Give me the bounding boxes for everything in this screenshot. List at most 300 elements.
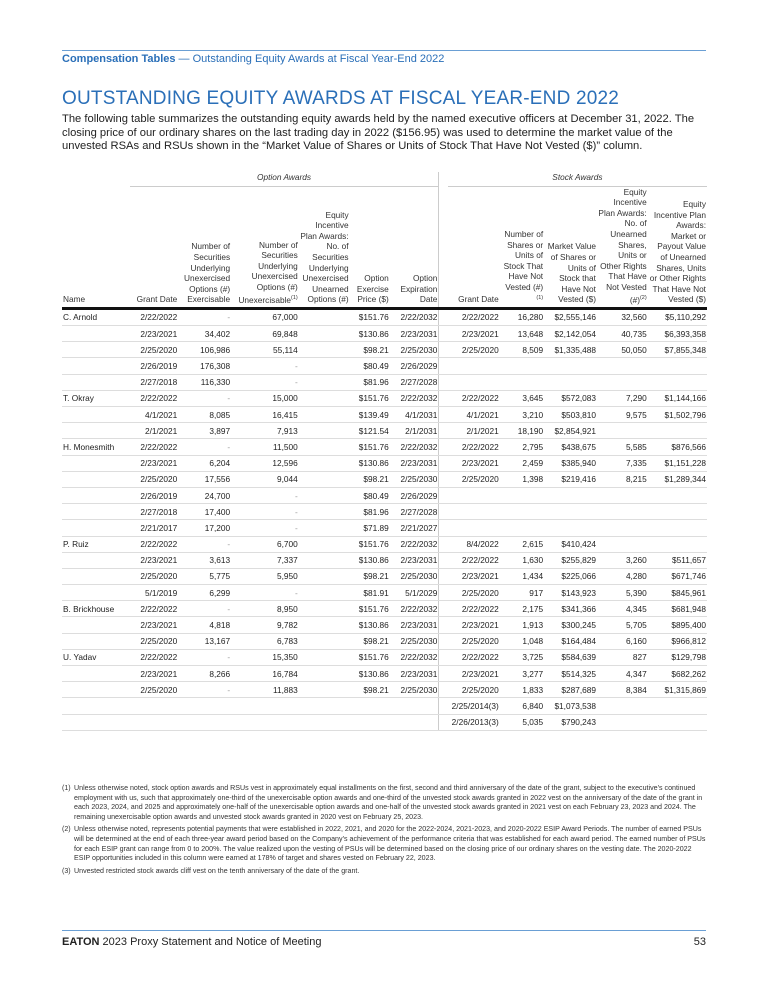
footnote-text: Unless otherwise noted, represents potential payments that were established in 2022, 2021, and 2020 for the 2022-2024, 2021-2023, and 2020-2022 ESIP Award Periods. The number of earned PSUs will be determined at the end of each three-year award period based on the Company’s achievement of the performance criteria that was established for each award period. The earned number of PSUs for each ESIP grant can range from 0 to 200%. The value realized upon the vesting of PSUs will be determined based on the closing price of our ordinary shares on the vesting date. The 2020-2022 ESIP opportunities included in this column were earned at 178% of target and shares vested on February 22, 2023. <box>74 825 706 863</box>
cell-unvested-market-value <box>544 504 597 520</box>
cell-unvested-market-value: $341,366 <box>544 601 597 617</box>
cell-name <box>62 471 130 487</box>
cell-exercise-price: $130.86 <box>350 666 390 682</box>
table-row <box>62 423 707 439</box>
cell-exercisable: 6,299 <box>178 585 231 601</box>
cell-exercise-price: $98.21 <box>350 568 390 584</box>
cell-name: U. Yadav <box>62 649 130 665</box>
cell-unvested-shares: 1,630 <box>500 552 544 568</box>
cell-exercise-price: $81.91 <box>350 585 390 601</box>
cell-unearned-shares: 32,560 <box>597 308 648 325</box>
cell-unearned-value: $681,948 <box>648 601 707 617</box>
cell-unearned-options <box>299 520 350 536</box>
cell-stock-grant-date: 2/25/2020 <box>448 342 500 358</box>
header-rule <box>62 50 706 51</box>
cell-exercisable: 8,085 <box>178 407 231 423</box>
cell-unexercisable: 15,000 <box>231 390 299 406</box>
cell-unearned-shares: 4,345 <box>597 601 648 617</box>
cell-unvested-market-value <box>544 487 597 503</box>
cell-expiration-date: 2/23/2031 <box>390 666 439 682</box>
cell-exercisable: 116,330 <box>178 374 231 390</box>
cell-exercise-price: $151.76 <box>350 439 390 455</box>
cell-exercise-price <box>350 698 390 714</box>
cell-unvested-shares: 8,509 <box>500 342 544 358</box>
cell-unearned-shares: 4,280 <box>597 568 648 584</box>
cell-stock-grant-date: 2/22/2022 <box>448 439 500 455</box>
cell-name: B. Brickhouse <box>62 601 130 617</box>
cell-option-grant-date: 2/23/2021 <box>130 552 179 568</box>
cell-exercisable: - <box>178 308 231 325</box>
cell-exercisable <box>178 714 231 730</box>
cell-unvested-market-value: $225,066 <box>544 568 597 584</box>
cell-unearned-shares: 827 <box>597 649 648 665</box>
footer <box>62 936 321 948</box>
cell-unearned-shares <box>597 423 648 439</box>
cell-unearned-value <box>648 536 707 552</box>
cell-unearned-options <box>299 698 350 714</box>
cell-expiration-date: 2/25/2030 <box>390 342 439 358</box>
cell-unexercisable: - <box>231 585 299 601</box>
cell-unearned-options <box>299 455 350 471</box>
table-row <box>62 308 707 325</box>
col-header-option-grant-date <box>130 186 179 308</box>
footer-rule <box>62 930 706 931</box>
cell-name <box>62 374 130 390</box>
cell-exercise-price: $139.49 <box>350 407 390 423</box>
cell-option-grant-date: 2/22/2022 <box>130 439 179 455</box>
cell-unearned-options <box>299 504 350 520</box>
cell-unearned-value <box>648 714 707 730</box>
cell-unearned-value: $6,393,358 <box>648 326 707 342</box>
cell-unearned-value <box>648 520 707 536</box>
col-header-label: Option Expiration Date <box>400 273 438 305</box>
cell-exercisable: 8,266 <box>178 666 231 682</box>
cell-name <box>62 698 130 714</box>
outstanding-equity-table <box>62 172 707 731</box>
cell-stock-grant-date: 2/23/2021 <box>448 455 500 471</box>
col-header-label: Equity Incentive Plan Awards: No. of Unearned Shares, Units or Other Rights That Have Not Vested (#) <box>598 186 647 305</box>
cell-unexercisable <box>231 698 299 714</box>
cell-name <box>62 423 130 439</box>
cell-unvested-market-value: $584,639 <box>544 649 597 665</box>
cell-exercisable: 3,613 <box>178 552 231 568</box>
cell-unvested-market-value: $410,424 <box>544 536 597 552</box>
cell-unvested-market-value: $790,243 <box>544 714 597 730</box>
cell-unearned-shares <box>597 487 648 503</box>
col-header-unearned-options <box>299 186 350 308</box>
cell-exercisable: 4,818 <box>178 617 231 633</box>
cell-unvested-shares: 2,615 <box>500 536 544 552</box>
cell-stock-grant-date: 8/4/2022 <box>448 536 500 552</box>
cell-exercise-price <box>350 714 390 730</box>
cell-name <box>62 682 130 698</box>
cell-exercise-price: $151.76 <box>350 308 390 325</box>
cell-unearned-shares <box>597 374 648 390</box>
cell-exercise-price: $98.21 <box>350 633 390 649</box>
cell-option-grant-date <box>130 714 179 730</box>
cell-exercise-price: $98.21 <box>350 342 390 358</box>
footnote-ref: (1) <box>291 294 298 301</box>
cell-unearned-shares: 5,705 <box>597 617 648 633</box>
cell-unexercisable: 6,783 <box>231 633 299 649</box>
cell-unvested-market-value <box>544 358 597 374</box>
cell-unvested-shares: 1,913 <box>500 617 544 633</box>
cell-unvested-shares <box>500 520 544 536</box>
col-header-label: Name <box>63 294 86 305</box>
cell-exercise-price: $98.21 <box>350 682 390 698</box>
col-header-unexercisable <box>231 186 299 308</box>
cell-unexercisable: - <box>231 374 299 390</box>
cell-unearned-options <box>299 536 350 552</box>
cell-unvested-shares: 1,434 <box>500 568 544 584</box>
cell-unearned-options <box>299 358 350 374</box>
cell-exercise-price: $130.86 <box>350 552 390 568</box>
cell-name <box>62 633 130 649</box>
cell-unexercisable: 67,000 <box>231 308 299 325</box>
cell-unvested-shares: 6,840 <box>500 698 544 714</box>
section-subtitle: Outstanding Equity Awards at Fiscal Year-End 2022 <box>192 53 445 65</box>
table-row <box>62 471 707 487</box>
group-stock-awards: Stock Awards <box>448 172 707 186</box>
table-row <box>62 585 707 601</box>
cell-unearned-shares: 5,390 <box>597 585 648 601</box>
cell-name <box>62 585 130 601</box>
cell-name: H. Monesmith <box>62 439 130 455</box>
cell-expiration-date: 2/25/2030 <box>390 633 439 649</box>
col-header-label: Market Value of Shares or Units of Stock that Have Not Vested ($) <box>547 241 596 305</box>
cell-expiration-date: 2/21/2027 <box>390 520 439 536</box>
cell-unvested-shares <box>500 487 544 503</box>
cell-expiration-date: 2/27/2028 <box>390 374 439 390</box>
col-header-label: Number of Shares or Units of Stock That Have Not Vested (#) <box>503 228 544 292</box>
cell-unvested-market-value <box>544 520 597 536</box>
cell-unearned-options <box>299 585 350 601</box>
col-header-expiration-date <box>390 186 439 308</box>
cell-unearned-value <box>648 358 707 374</box>
cell-unexercisable: 8,950 <box>231 601 299 617</box>
cell-unearned-value: $1,502,796 <box>648 407 707 423</box>
cell-unearned-shares: 50,050 <box>597 342 648 358</box>
table-row <box>62 358 707 374</box>
cell-unvested-market-value: $143,923 <box>544 585 597 601</box>
cell-exercise-price: $121.54 <box>350 423 390 439</box>
cell-unearned-shares: 6,160 <box>597 633 648 649</box>
cell-unexercisable: 15,350 <box>231 649 299 665</box>
footnote <box>62 784 708 822</box>
cell-unvested-shares: 2,175 <box>500 601 544 617</box>
cell-unearned-options <box>299 390 350 406</box>
cell-unearned-value: $876,566 <box>648 439 707 455</box>
cell-exercise-price: $130.86 <box>350 617 390 633</box>
table-row <box>62 520 707 536</box>
cell-name <box>62 504 130 520</box>
table-row <box>62 714 707 730</box>
cell-exercise-price: $80.49 <box>350 358 390 374</box>
cell-expiration-date: 4/1/2031 <box>390 407 439 423</box>
cell-exercise-price: $130.86 <box>350 326 390 342</box>
footnote-text: Unless otherwise noted, stock option awards and RSUs vest in approximately equal installments on the first, second and third anniversary of the date of the grant, subject to the executive’s continued employment with us, such that approximately one-third of the unexercisable option awards and one-third of the unvested stock awards granted in 2022 vest on the anniversary of the date of the grant in each 2023, 2024, and 2025 and approximately one-half of the unexercisable option awards and one-half of the unvested stock awards granted in 2021 vest on each February 23, 2023 and 2024. The remaining unexercisable option awards and unvested stock awards granted in 2020 vest on February 25, 2023. <box>74 784 703 821</box>
cell-unvested-shares: 1,833 <box>500 682 544 698</box>
cell-unearned-value: $1,289,344 <box>648 471 707 487</box>
cell-unexercisable: 69,848 <box>231 326 299 342</box>
cell-unvested-market-value: $2,142,054 <box>544 326 597 342</box>
col-header-exercise-price <box>350 186 390 308</box>
footnote-number: (1) <box>62 784 71 792</box>
cell-exercisable: 13,167 <box>178 633 231 649</box>
table-row <box>62 568 707 584</box>
cell-exercise-price: $81.96 <box>350 504 390 520</box>
cell-unvested-market-value: $385,940 <box>544 455 597 471</box>
cell-stock-grant-date <box>448 487 500 503</box>
cell-name <box>62 520 130 536</box>
cell-unexercisable: 55,114 <box>231 342 299 358</box>
cell-unearned-options <box>299 714 350 730</box>
cell-unvested-shares: 18,190 <box>500 423 544 439</box>
cell-name: T. Okray <box>62 390 130 406</box>
cell-exercisable: - <box>178 390 231 406</box>
cell-expiration-date <box>390 698 439 714</box>
cell-exercisable <box>178 698 231 714</box>
cell-unvested-shares: 3,210 <box>500 407 544 423</box>
table-row <box>62 326 707 342</box>
cell-unearned-options <box>299 407 350 423</box>
cell-expiration-date: 2/1/2031 <box>390 423 439 439</box>
cell-option-grant-date: 4/1/2021 <box>130 407 179 423</box>
cell-unearned-options <box>299 342 350 358</box>
cell-unvested-shares: 1,048 <box>500 633 544 649</box>
cell-unearned-options <box>299 552 350 568</box>
cell-unearned-value: $671,746 <box>648 568 707 584</box>
cell-expiration-date: 2/23/2031 <box>390 326 439 342</box>
cell-unearned-shares <box>597 504 648 520</box>
cell-unearned-value: $129,798 <box>648 649 707 665</box>
cell-name <box>62 358 130 374</box>
cell-unexercisable: - <box>231 358 299 374</box>
cell-unearned-value: $845,961 <box>648 585 707 601</box>
cell-stock-grant-date: 2/25/2020 <box>448 633 500 649</box>
table-row <box>62 407 707 423</box>
cell-exercisable: 5,775 <box>178 568 231 584</box>
table-row <box>62 504 707 520</box>
cell-exercise-price: $71.89 <box>350 520 390 536</box>
page-number: 53 <box>693 936 706 948</box>
cell-expiration-date: 2/27/2028 <box>390 504 439 520</box>
cell-unearned-shares <box>597 358 648 374</box>
section-name: Compensation Tables <box>62 53 176 65</box>
col-header-label: Number of Securities Underlying Unexercised Options (#) Unexercisable <box>238 239 298 305</box>
footnote <box>62 867 708 877</box>
cell-unearned-shares: 7,290 <box>597 390 648 406</box>
cell-unearned-options <box>299 487 350 503</box>
cell-option-grant-date: 2/22/2022 <box>130 536 179 552</box>
cell-unvested-market-value: $1,335,488 <box>544 342 597 358</box>
cell-unvested-market-value: $503,810 <box>544 407 597 423</box>
cell-name <box>62 342 130 358</box>
cell-option-grant-date: 2/25/2020 <box>130 633 179 649</box>
cell-unearned-shares: 40,735 <box>597 326 648 342</box>
cell-unvested-market-value: $287,689 <box>544 682 597 698</box>
table-row <box>62 617 707 633</box>
cell-unearned-shares: 3,260 <box>597 552 648 568</box>
cell-unvested-market-value: $2,555,146 <box>544 308 597 325</box>
table-row <box>62 666 707 682</box>
cell-unvested-market-value: $572,083 <box>544 390 597 406</box>
cell-option-grant-date: 2/1/2021 <box>130 423 179 439</box>
table-row <box>62 487 707 503</box>
cell-name <box>62 487 130 503</box>
col-header-exercisable <box>178 186 231 308</box>
running-header <box>62 53 444 65</box>
cell-unearned-value: $5,110,292 <box>648 308 707 325</box>
cell-stock-grant-date <box>448 358 500 374</box>
col-header-unearned-shares <box>597 186 648 308</box>
cell-expiration-date: 2/23/2031 <box>390 617 439 633</box>
cell-option-grant-date: 2/27/2018 <box>130 504 179 520</box>
cell-unexercisable: 7,913 <box>231 423 299 439</box>
cell-option-grant-date: 5/1/2019 <box>130 585 179 601</box>
cell-exercisable: 106,986 <box>178 342 231 358</box>
cell-expiration-date: 2/25/2030 <box>390 471 439 487</box>
col-header-label: Equity Incentive Plan Awards: No. of Securities Underlying Unexercised Unearned Options (#) <box>300 209 349 305</box>
cell-unexercisable: 16,784 <box>231 666 299 682</box>
cell-stock-grant-date: 2/22/2022 <box>448 308 500 325</box>
cell-unvested-shares <box>500 358 544 374</box>
cell-unearned-value <box>648 374 707 390</box>
cell-exercisable: 3,897 <box>178 423 231 439</box>
cell-unearned-shares <box>597 698 648 714</box>
cell-unearned-value <box>648 423 707 439</box>
cell-unvested-market-value: $255,829 <box>544 552 597 568</box>
table-row <box>62 536 707 552</box>
cell-exercisable: - <box>178 601 231 617</box>
cell-unexercisable <box>231 714 299 730</box>
cell-expiration-date: 2/22/2032 <box>390 308 439 325</box>
col-header-unvested-shares <box>500 186 544 308</box>
cell-stock-grant-date: 4/1/2021 <box>448 407 500 423</box>
cell-unexercisable: 11,500 <box>231 439 299 455</box>
cell-option-grant-date: 2/26/2019 <box>130 487 179 503</box>
cell-name: C. Arnold <box>62 308 130 325</box>
cell-expiration-date: 2/22/2032 <box>390 601 439 617</box>
cell-exercise-price: $151.76 <box>350 601 390 617</box>
cell-option-grant-date: 2/22/2022 <box>130 390 179 406</box>
page-title: OUTSTANDING EQUITY AWARDS AT FISCAL YEAR-END 2022 <box>62 88 620 109</box>
cell-unvested-market-value: $514,325 <box>544 666 597 682</box>
cell-stock-grant-date: 2/23/2021 <box>448 617 500 633</box>
cell-unvested-shares: 3,725 <box>500 649 544 665</box>
cell-unearned-options <box>299 633 350 649</box>
col-header-label: Option Exercise Price ($) <box>356 273 389 305</box>
table-row <box>62 342 707 358</box>
cell-expiration-date: 2/26/2029 <box>390 358 439 374</box>
table-row <box>62 455 707 471</box>
cell-stock-grant-date: 2/23/2021 <box>448 568 500 584</box>
cell-exercisable: 17,556 <box>178 471 231 487</box>
cell-name <box>62 568 130 584</box>
footnote-ref: (1) <box>536 294 544 301</box>
cell-unexercisable: - <box>231 520 299 536</box>
cell-option-grant-date: 2/25/2020 <box>130 471 179 487</box>
footnote <box>62 825 708 863</box>
cell-unearned-value: $1,151,228 <box>648 455 707 471</box>
cell-stock-grant-date: 2/25/2020 <box>448 682 500 698</box>
cell-unearned-value: $1,144,166 <box>648 390 707 406</box>
cell-unexercisable: 11,883 <box>231 682 299 698</box>
cell-unvested-market-value <box>544 374 597 390</box>
cell-exercise-price: $130.86 <box>350 455 390 471</box>
cell-unvested-shares: 13,648 <box>500 326 544 342</box>
cell-option-grant-date: 2/23/2021 <box>130 666 179 682</box>
cell-exercise-price: $80.49 <box>350 487 390 503</box>
cell-unvested-market-value: $1,073,538 <box>544 698 597 714</box>
cell-option-grant-date: 2/23/2021 <box>130 326 179 342</box>
cell-unvested-shares: 3,277 <box>500 666 544 682</box>
cell-unvested-shares <box>500 504 544 520</box>
cell-unearned-value <box>648 487 707 503</box>
footnote-number: (2) <box>62 825 71 834</box>
cell-unearned-value <box>648 698 707 714</box>
cell-unvested-market-value: $438,675 <box>544 439 597 455</box>
cell-exercisable: 24,700 <box>178 487 231 503</box>
cell-name <box>62 617 130 633</box>
cell-unearned-options <box>299 308 350 325</box>
cell-unearned-options <box>299 601 350 617</box>
cell-unearned-value: $895,400 <box>648 617 707 633</box>
cell-expiration-date <box>390 714 439 730</box>
cell-expiration-date: 2/25/2030 <box>390 568 439 584</box>
cell-stock-grant-date: 2/25/2020 <box>448 585 500 601</box>
cell-name <box>62 407 130 423</box>
cell-unearned-value: $1,315,869 <box>648 682 707 698</box>
cell-unearned-options <box>299 423 350 439</box>
cell-option-grant-date: 2/22/2022 <box>130 308 179 325</box>
footnotes <box>62 784 708 879</box>
cell-unearned-options <box>299 617 350 633</box>
cell-stock-grant-date <box>448 520 500 536</box>
cell-option-grant-date: 2/27/2018 <box>130 374 179 390</box>
cell-unvested-market-value: $300,245 <box>544 617 597 633</box>
cell-name <box>62 455 130 471</box>
cell-unearned-options <box>299 649 350 665</box>
cell-option-grant-date: 2/22/2022 <box>130 601 179 617</box>
cell-unearned-value: $966,812 <box>648 633 707 649</box>
cell-unvested-shares: 917 <box>500 585 544 601</box>
cell-exercisable: 17,400 <box>178 504 231 520</box>
cell-unexercisable: 9,782 <box>231 617 299 633</box>
table-row <box>62 682 707 698</box>
col-header-name <box>62 186 130 308</box>
cell-expiration-date: 2/23/2031 <box>390 552 439 568</box>
cell-expiration-date: 2/22/2032 <box>390 390 439 406</box>
cell-option-grant-date: 2/21/2017 <box>130 520 179 536</box>
cell-unearned-options <box>299 568 350 584</box>
col-header-stock-grant-date <box>448 186 500 308</box>
cell-unearned-value: $7,855,348 <box>648 342 707 358</box>
cell-unexercisable: 9,044 <box>231 471 299 487</box>
cell-unearned-shares <box>597 520 648 536</box>
cell-unexercisable: 7,337 <box>231 552 299 568</box>
cell-unexercisable: - <box>231 487 299 503</box>
cell-exercise-price: $151.76 <box>350 390 390 406</box>
cell-unvested-shares: 2,795 <box>500 439 544 455</box>
intro-paragraph: The following table summarizes the outstanding equity awards held by the named executive officers at December 31, 2022. The closing price of our ordinary shares on the last trading day in 2022 ($156.95) was used to determine the market value of the unvested RSAs and RSUs shown in the “Market Value of Shares or Units of Stock That Have Not Vested ($)” column. <box>62 113 695 152</box>
table-row <box>62 601 707 617</box>
cell-unvested-shares: 2,459 <box>500 455 544 471</box>
cell-exercisable: - <box>178 649 231 665</box>
cell-option-grant-date: 2/26/2019 <box>130 358 179 374</box>
cell-unearned-shares: 8,384 <box>597 682 648 698</box>
cell-stock-grant-date: 2/23/2021 <box>448 326 500 342</box>
